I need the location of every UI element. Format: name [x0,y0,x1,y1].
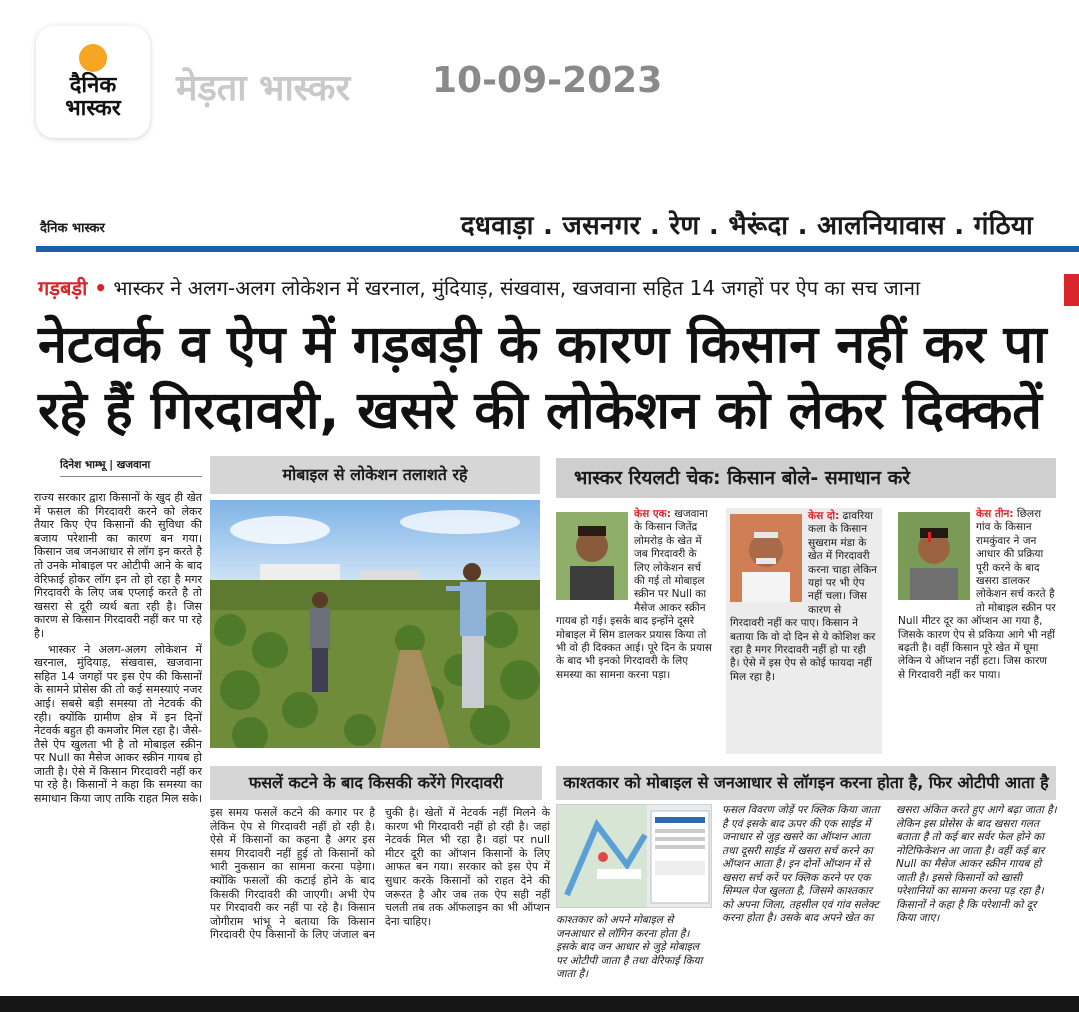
kicker-label: गड़बड़ी • [38,276,108,300]
farmer-photo [898,512,970,600]
blue-rule [36,246,1079,252]
adjacent-story-edge [1064,268,1079,1008]
mobile-process-bar: काश्तकार को मोबाइल से जनआधार से लॉगइन करना होता है, फिर ओटीपी आता है [556,766,1056,800]
case-three [898,508,1056,754]
byline: दिनेश भाम्भू | खजवाना [60,458,202,477]
field-photo [210,500,540,748]
farmer-photo [730,514,802,602]
left-paragraph-2: भास्कर ने अलग-अलग लोकेशन में खरनाल, मुंदियाड़, संखवास, खजवाना सहित 14 जगहों पर इस ऐप की किसानों के सामने प्रोसेस की तो कई समस्याएं नजर आई। सबसे बड़ी समस्या तो नेटवर्क की रही। क्योंकि ग्रामीण क्षेत्र में इन दिनों नेटवर्क बहुत ही कमजोर मिल रहा है। जैसे-तैसे ऐप खुलता भी है तो मोबाइल स्क्रीन पर Null का मैसेज आकर स्क्रीन गायब हो जाती है। ऐसे में किसान गिरदावरी नहीं कर पा रहे है। किसानों ने कहा कि समस्या का समाधान किया जाए ताकि राहत मिल सके। [34,642,202,806]
locations-strip: दधवाड़ा . जसनगर . रेण . भैरूंदा . आलनियावास . गंठिया [460,211,1033,241]
logo-line1: दैनिक [69,73,117,98]
case-one-label: केस एक: [634,508,671,520]
farmer-photo [556,512,628,600]
case-three-label: केस तीन: [976,508,1014,520]
red-marker [1064,274,1079,306]
edition-title: मेड़ता भास्कर [176,68,351,109]
left-paragraph-1: राज्य सरकार द्वारा किसानों के खुद ही खेत में फसल की गिरदावरी करने को लेकर तैयार किए ऐप किसानों की सुविधा की बजाय परेशानी का कारण बन गया। किसान जब जनआधार से लॉग इन करते है तो उनके मोबाइल पर ओटीपी आने के बाद वेरिफाई होकर लॉग इन तो हो रहा है मगर गिरदावरी के लिए जब एप्लाई करते है तो खसरा से दूरी व्यर्थ बता रही है। जिस कारण से किसान गिरदावरी नहीं कर पा रहे है। [34,491,202,640]
dainik-bhaskar-logo[interactable] [36,26,150,138]
app-screenshot-caption: काश्तकार को अपने मोबाइल से जनआधार से लॉगिन करना होता है। इसके बाद जन आधार से जुड़े मोबाइल पर ओटीपी जाता है तथा वेरिफाई किया जाता है। [556,914,703,980]
logo-line2: भास्कर [65,96,121,121]
case-three-text: छिलरा गांव के किसान रामकुंवार ने जन आधार की प्रक्रिया पूरी करने के बाद खसरा डालकर लोकेशन सर्च करते है तो मोबाइल स्क्रीन पर Null मीटर दूर का ऑप्शन आ गया है, जिसके कारण ऐप से प्रकिया आगे भी नहीं बढ़ती है। वहीं किसान पूरे खेत में घूमा लेकिन ये ऑप्शन नहीं हटा। जिस कारण से गिरदावरी नहीं कर पाया। [898,508,1056,681]
app-screenshot [556,804,712,908]
case-two-text: ढावरिया कला के किसान सुखराम मंडा के खेत में गिरदावरी करना चाहा लेकिन यहां पर भी ऐप नहीं चला। जिस कारण से गिरदावरी नहीं कर पाए। किसान ने बताया कि वो दो दिन से ये कोशिश कर रहा है मगर गिरदावरी नहीं हो पा रही है। ऐसे में इस ऐप से कोई फायदा नहीं मिल रहा है। [730,510,877,683]
case-one [556,508,714,754]
story-kicker [38,274,920,301]
case-two-label: केस दो: [808,510,840,522]
case-two [726,508,882,754]
left-body [34,491,202,806]
bottom-edge [0,996,1079,1012]
harvest-body: इस समय फसलें कटने की कगार पर है लेकिन ऐप से गिरदावरी नहीं हो रही है। ऐसे में किसानों का कहना है अगर इस समय गिरदावरी नहीं हुई तो किसानों को भारी नुकसान का सामना करना पड़ेगा। क्योंकि फसलों की कटाई होने के बाद किसकी गिरदावरी की जाएगी। अभी ऐप पर गिरदावरी कर नहीं पा रहे है। किसान जोगीराम भांभू ने बताया कि किसान गिरदावरी ऐप किसानों के लिए जंजाल बन चुकी है। खेतों में नेटवर्क नहीं मिलने के कारण भी गिरदावरी नहीं हो रही है। जहां नेटवर्क मिल भी रहा है। वहां पर null मीटर दूरी का ऑप्शन किसानों के लिए आफत बन गया। सरकार को इस ऐप में सुधार करके किसानों को राहत देने की जरूरत है और जब तक ऐप सही नहीं चलती तब तक ऑफलाइन का भी ऑप्शन देना चाहिए। [210,806,550,942]
harvest-section-bar: फसलें कटने के बाद किसकी करेंगे गिरदावरी [210,766,542,800]
kicker-text: भास्कर ने अलग-अलग लोकेशन में खरनाल, मुंदियाड़, संखवास, खजवाना सहित 14 जगहों पर ऐप का सच जाना [107,276,921,300]
left-column [34,458,202,998]
mobile-process-body: फसल विवरण जोड़ें पर क्लिक किया जाता है एवं इसके बाद ऊपर की एक साईड में जनाधार से जुड़ खसरे का ऑप्शन आता तथा दूसरी साईड में खसरा सर्च करने का ऑप्शन आता है। इन दोनों ऑप्शन में से खसरा सर्च करें पर क्लिक करने पर एक सिम्पल पेज खुलता है, जिसमे काश्तकार को अपना जिला, तहसील एवं गांव सलेक्ट करना होता है। उसके बाद अपने खेत का खसरा अंकित करते हुए आगे बढ़ा जाता है। लेकिन इस प्रोसेस के बाद खसरा गलत बताता है तो कई बार सर्वर फेल होने का नोटिफिकेशन आ जाता है। वहीं कई बार Null का मैसेज आकर स्क्रीन गायब हो जाती है। इससे किसानों को खासी परेशानियों का सामना करना पड़ रहा है। किसानों ने कहा है कि परेशानी को दूर किया जाए। [722,804,1057,924]
reality-check-bar: भास्कर रियलटी चेक: किसान बोले- समाधान करे [556,458,1056,498]
sun-icon [79,44,107,72]
paper-brand: दैनिक भास्कर [40,221,105,236]
headline: नेटवर्क व ऐप में गड़बड़ी के कारण किसान नहीं कर पा रहे हैं गिरदावरी, खसरे की लोकेशन को लेकर दिक्कतें [38,315,1047,441]
case-one-text: खजवाना के किसान जितेंद्र लोमरोड़ के खेत में जब गिरदावरी के लिए लोकेशन सर्च की गई तो मोबाइल स्क्रीन पर Null का मैसेज आकर स्क्रीन गायब हो गई। इसके बाद इन्होंने दूसरे मोबाइल में सिम डालकर प्रयास किया तो भी वो ही दिक्कत आई। पूरे दिन के प्रयास के बाद भी इनको गिरदावरी के लिए समस्या का सामना करना पड़ा। [556,508,712,681]
edition-date: 10-09-2023 [432,60,663,101]
photo-section-bar: मोबाइल से लोकेशन तलाशते रहे [210,456,540,494]
